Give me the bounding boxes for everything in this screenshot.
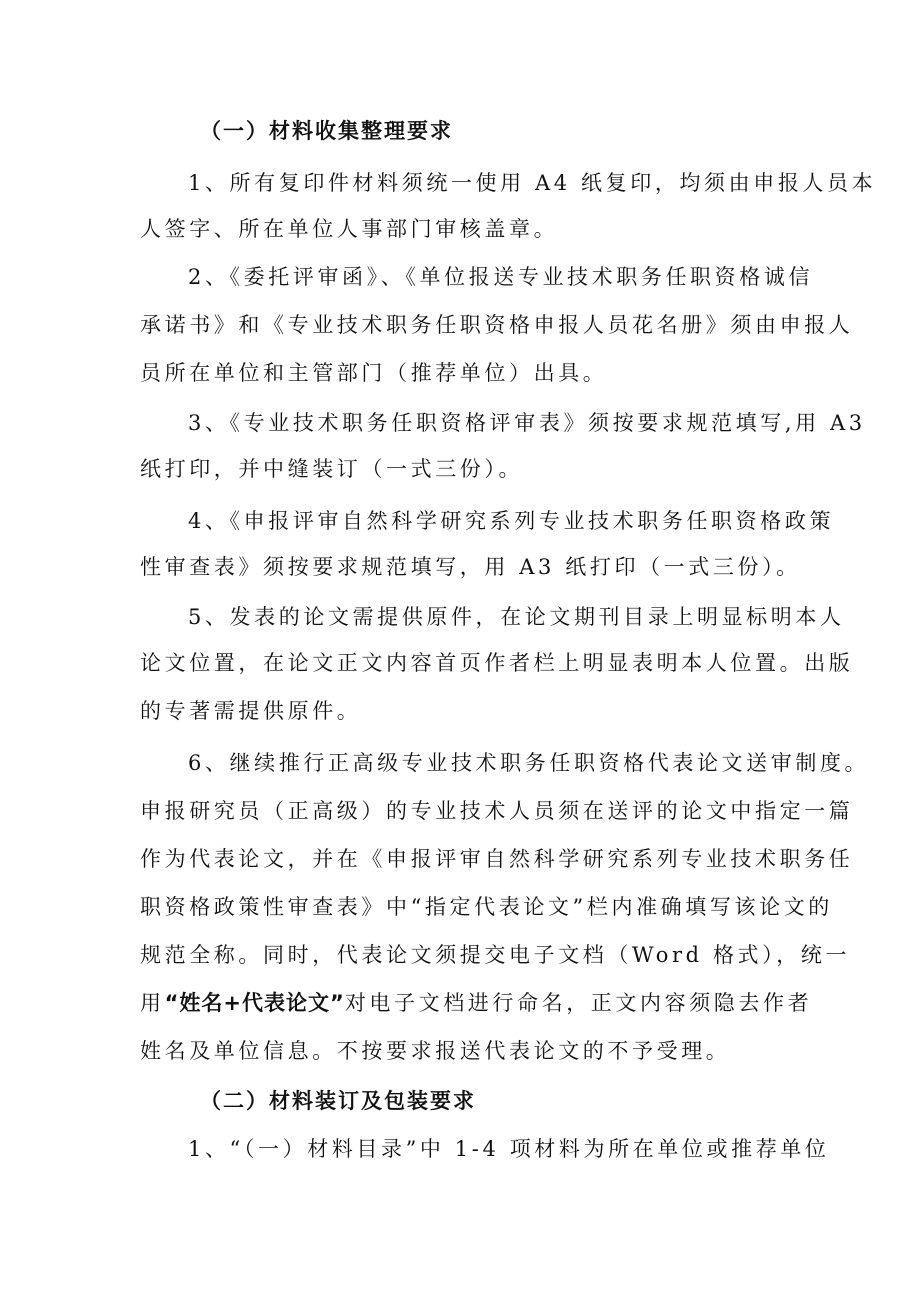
item-5-line-2: 论文位置，在论文正文内容首页作者栏上明显表明本人位置。出版 xyxy=(140,651,854,675)
section-1-heading: （一）材料收集整理要求 xyxy=(200,119,453,143)
item-6-line-6-post: 对电子文档进行命名，正文内容须隐去作者 xyxy=(344,991,813,1015)
item-6-line-3: 作为代表论文，并在《申报评审自然科学研究系列专业技术职务任 xyxy=(140,847,854,871)
item-6-line-4: 职资格政策性审查表》中“指定代表论文”栏内准确填写该论文的 xyxy=(140,895,833,919)
item-6-line-5: 规范全称。同时，代表论文须提交电子文档（Word 格式），统一 xyxy=(140,943,851,967)
item-4-line-2: 性审查表》须按要求规范填写，用 A3 纸打印（一式三份）。 xyxy=(140,555,801,579)
item-5-line-3: 的专著需提供原件。 xyxy=(140,699,362,723)
item-2-line-3: 员所在单位和主管部门（推荐单位）出具。 xyxy=(140,361,608,385)
item-1-line-2: 人签字、所在单位人事部门审核盖章。 xyxy=(140,217,559,241)
item-6-bold-naming: “姓名+代表论文” xyxy=(164,991,345,1015)
item-6-line-6 xyxy=(140,988,813,1018)
item-4-line-1: 4、《申报评审自然科学研究系列专业技术职务任职资格政策 xyxy=(188,509,835,533)
item-2-line-2: 承诺书》和《专业技术职务任职资格申报人员花名册》须由申报人 xyxy=(140,313,854,337)
item-6-line-2: 申报研究员（正高级）的专业技术人员须在送评的论文中指定一篇 xyxy=(140,799,854,823)
item-1-line-1: 1、所有复印件材料须统一使用 A4 纸复印，均须由申报人员本 xyxy=(188,171,877,195)
item-5-line-1: 5、发表的论文需提供原件，在论文期刊目录上明显标明本人 xyxy=(188,605,845,629)
item-3-line-1: 3、《专业技术职务任职资格评审表》须按要求规范填写,用 A3 xyxy=(188,411,866,435)
item-3-line-2: 纸打印，并中缝装订（一式三份）。 xyxy=(140,457,524,481)
item-2-line-1: 2、《委托评审函》、《单位报送专业技术职务任职资格诚信 xyxy=(188,265,814,289)
item-6-line-7: 姓名及单位信息。不按要求报送代表论文的不予受理。 xyxy=(140,1039,731,1063)
item-6-line-1: 6、继续推行正高级专业技术职务任职资格代表论文送审制度。 xyxy=(188,751,870,775)
section-2-item-1-line-1: 1、“（一）材料目录”中 1-4 项材料为所在单位或推荐单位 xyxy=(188,1137,830,1161)
item-6-line-6-pre: 用 xyxy=(140,991,165,1015)
section-2-heading: （二）材料装订及包装要求 xyxy=(200,1089,476,1113)
